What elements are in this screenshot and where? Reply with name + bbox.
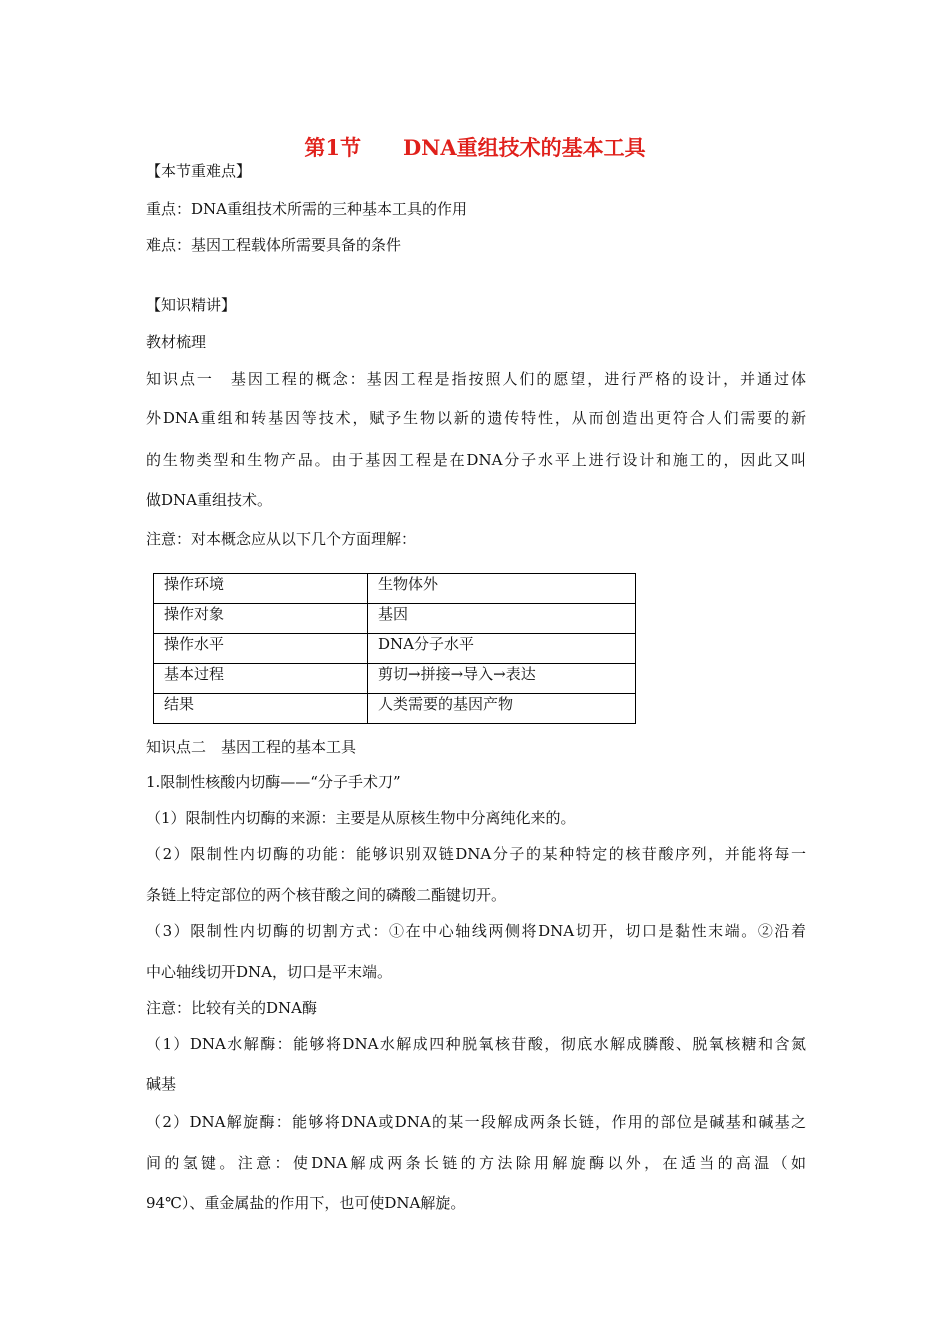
- dna-enzyme-line: （1）DNA水解酶：能够将DNA水解成四种脱氧核苷酸，彻底水解成膦酸、脱氧核糖和含氮: [146, 1035, 806, 1053]
- table-cell: 结果: [154, 694, 368, 724]
- point2-item2-line: （2）限制性内切酶的功能：能够识别双链DNA分子的某种特定的核苷酸序列，并能将每一: [146, 845, 806, 863]
- table-cell: 操作对象: [154, 604, 368, 634]
- point2-item3-line: 中心轴线切开DNA，切口是平末端。: [146, 963, 392, 981]
- table-cell: 基本过程: [154, 664, 368, 694]
- table-cell: 生物体外: [368, 574, 636, 604]
- dna-enzyme-line: 碱基: [146, 1075, 177, 1093]
- table-row: [154, 634, 636, 664]
- table-cell: 基因: [368, 604, 636, 634]
- table-cell: 剪切→拼接→导入→表达: [368, 664, 636, 694]
- table-cell: DNA分子水平: [368, 634, 636, 664]
- point1-note: 注意：对本概念应从以下几个方面理解：: [146, 530, 417, 548]
- table-row: [154, 574, 636, 604]
- textbook-outline-label: 教材梳理: [146, 333, 207, 351]
- section-header-key-points: 【本节重难点】: [146, 162, 252, 180]
- dna-enzyme-line: 94℃）、重金属盐的作用下，也可使DNA解旋。: [146, 1194, 466, 1212]
- point2-sub1: 1.限制性核酸内切酶——“分子手术刀”: [146, 773, 401, 791]
- table-row: [154, 664, 636, 694]
- dna-enzyme-line: （2）DNA解旋酶：能够将DNA或DNA的某一段解成两条长链，作用的部位是碱基和碱基之: [146, 1113, 806, 1131]
- point2-heading: 知识点二 基因工程的基本工具: [146, 738, 357, 756]
- point2-note: 注意：比较有关的DNA酶: [146, 999, 317, 1017]
- key-point-text: 重点：DNA重组技术所需的三种基本工具的作用: [146, 200, 467, 218]
- table-cell: 人类需要的基因产物: [368, 694, 636, 724]
- table-row: [154, 604, 636, 634]
- difficult-point-text: 难点：基因工程载体所需要具备的条件: [146, 236, 402, 254]
- table-cell: 操作水平: [154, 634, 368, 664]
- page-title: 第1节 DNA重组技术的基本工具: [304, 135, 646, 160]
- point2-item3-line: （3）限制性内切酶的切割方式：①在中心轴线两侧将DNA切开，切口是黏性末端。②沿着: [146, 922, 806, 940]
- concept-table: [153, 573, 636, 724]
- point1-line: 外DNA重组和转基因等技术，赋予生物以新的遗传特性，从而创造出更符合人们需要的新: [146, 409, 806, 427]
- point1-line: 的生物类型和生物产品。由于基因工程是在DNA分子水平上进行设计和施工的，因此又叫: [146, 451, 806, 469]
- table-cell: 操作环境: [154, 574, 368, 604]
- point1-line: 做DNA重组技术。: [146, 491, 272, 509]
- dna-enzyme-line: 间的氢键。注意：使DNA解成两条长链的方法除用解旋酶以外，在适当的高温（如: [146, 1154, 806, 1172]
- section-header-knowledge: 【知识精讲】: [146, 296, 237, 314]
- point2-item1: （1）限制性内切酶的来源：主要是从原核生物中分离纯化来的。: [146, 809, 576, 827]
- point1-line: 知识点一 基因工程的概念：基因工程是指按照人们的愿望，进行严格的设计，并通过体: [146, 370, 806, 388]
- point2-item2-line: 条链上特定部位的两个核苷酸之间的磷酸二酯键切开。: [146, 886, 507, 904]
- table-row: [154, 694, 636, 724]
